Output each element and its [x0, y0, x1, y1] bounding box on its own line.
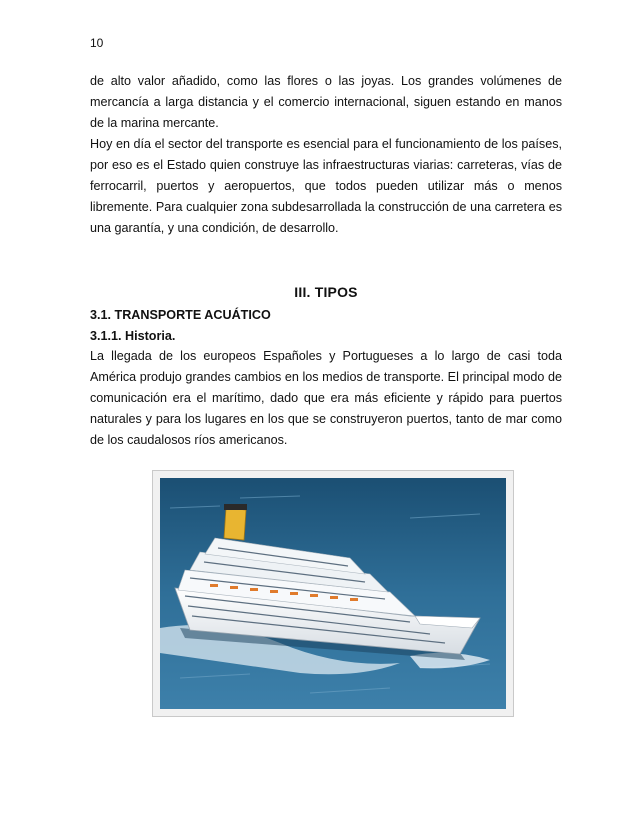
- page-number: 10: [90, 36, 104, 50]
- paragraph-1: de alto valor añadido, como las flores o las joyas. Los grandes volúmenes de mercancía a larga distancia y el comercio internacional, siguen estando en manos de la marina mercante.: [90, 74, 562, 130]
- history-text: [90, 346, 562, 451]
- paragraph-3: La llegada de los europeos Españoles y Portugueses a lo largo de casi toda América produjo grandes cambios en los medios de transporte. El principal modo de comunicación era el marítimo, dado que era más eficiente y rápido para puertos naturales y para los lugares en los que se construyeron puertos, tanto de mar como de los caudalosos ríos americanos.: [90, 349, 562, 447]
- subsection-heading: 3.1. TRANSPORTE ACUÁTICO: [90, 308, 271, 322]
- subsubsection-heading: 3.1.1. Historia.: [90, 329, 176, 343]
- cruise-ship-illustration: [160, 478, 506, 709]
- intro-text: [90, 71, 562, 239]
- ship-funnel: [224, 508, 246, 540]
- section-title: III. TIPOS: [294, 284, 358, 300]
- cruise-ship-image: [152, 470, 514, 717]
- paragraph-2: Hoy en día el sector del transporte es esencial para el funcionamiento de los países, por eso es el Estado quien construye las infraestructuras viarias: carreteras, vías de ferrocarril, puertos y aeropuertos, que todos pueden utilizar más o menos libremente. Para cualquier zona subdesarrollada la construcción de una carretera es una garantía, y una condición, de desarrollo.: [90, 137, 562, 235]
